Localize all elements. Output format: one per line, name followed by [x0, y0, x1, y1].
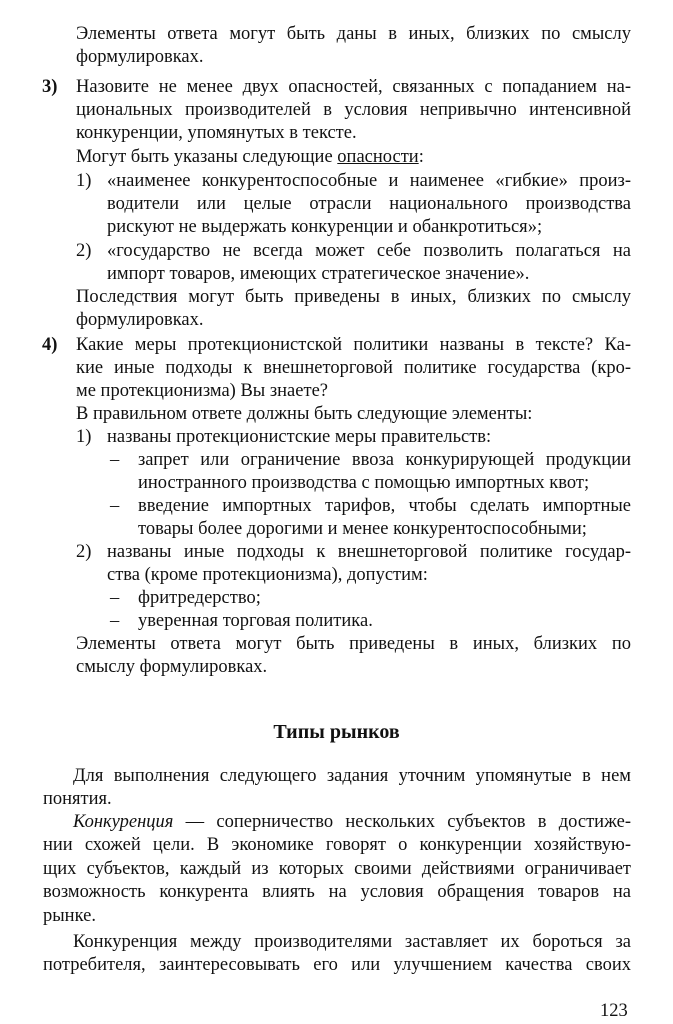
text-line: формулировках.: [76, 47, 204, 67]
definition-line: [73, 811, 631, 833]
text-line: Конкуренция между производителями заставляет их бороться за: [73, 932, 631, 952]
text-line: нии схожей цели. В экономике говорят о конкуренции хозяйствую-: [43, 835, 631, 855]
text-line: названы протекционистские меры правительств:: [107, 427, 492, 447]
text-line: введение импортных тарифов, чтобы сделать импортные: [138, 496, 631, 516]
text-line: «государство не всегда может себе позволить полагаться на: [107, 241, 631, 261]
text-line: Элементы ответа могут быть приведены в иных, близких по: [76, 634, 631, 654]
text-line: импорт товаров, имеющих стратегическое значение».: [107, 264, 530, 284]
page-number: 123: [600, 1001, 628, 1021]
text-line: Назовите не менее двух опасностей, связанных с попаданием на-: [76, 77, 631, 97]
answer-lead: [76, 146, 631, 168]
question-number: 4): [42, 335, 58, 355]
text-line: уверенная торговая политика.: [138, 611, 373, 631]
dash-bullet: –: [110, 588, 120, 608]
text-line: понятия.: [43, 789, 112, 809]
text-line: Для выполнения следующего задания уточним упомянутые в нем: [73, 766, 631, 786]
underlined-term: опасности: [337, 147, 419, 167]
dash-bullet: –: [110, 611, 120, 631]
lead-suffix: :: [418, 147, 424, 167]
text-line: рискуют не выдержать конкуренции и обанкротиться»;: [107, 217, 543, 237]
text-line: потребителя, заинтересовывать его или улучшением качества своих: [43, 955, 631, 975]
dash-bullet: –: [110, 450, 120, 470]
definition-text: — соперничество нескольких субъектов в достиже-: [173, 812, 631, 832]
answer-lead: В правильном ответе должны быть следующие элементы:: [76, 404, 533, 424]
text-line: названы иные подходы к внешнеторговой политике государ-: [107, 542, 631, 562]
text-line: формулировках.: [76, 310, 204, 330]
text-line: товары более дорогими и менее конкурентоспособными;: [138, 519, 587, 539]
text-line: возможность конкурента влиять на условия обращения товаров на: [43, 882, 631, 902]
text-line: иностранного производства с помощью импортных квот;: [138, 473, 590, 493]
text-line: конкуренции, упомянутых в тексте.: [76, 123, 357, 143]
text-line: щих субъектов, каждый из которых своими действиями ограничивает: [43, 859, 631, 879]
dash-bullet: –: [110, 496, 120, 516]
text-line: водители или целые отрасли национального производства: [107, 194, 631, 214]
item-number: 2): [76, 542, 92, 562]
defined-term: Конкуренция: [73, 812, 174, 832]
text-line: Какие меры протекционистской политики названы в тексте? Ка-: [76, 335, 631, 355]
text-line: ме протекционизма) Вы знаете?: [76, 381, 328, 401]
text-line: ства (кроме протекционизма), допустим:: [107, 565, 428, 585]
section-title: Типы рынков: [273, 721, 400, 743]
text-line: кие иные подходы к внешнеторговой политике государства (кро-: [76, 358, 631, 378]
text-line: «наименее конкурентоспособные и наименее «гибкие» произ-: [107, 171, 631, 191]
text-line: циональных производителей в условия непривычно интенсивной: [76, 100, 631, 120]
text-line: фритредерство;: [138, 588, 261, 608]
item-number: 1): [76, 427, 92, 447]
lead-text: Могут быть указаны следующие: [76, 147, 338, 167]
item-number: 1): [76, 171, 92, 191]
text-line: смыслу формулировках.: [76, 657, 268, 677]
question-number: 3): [42, 77, 58, 97]
text-line: Последствия могут быть приведены в иных, близких по смыслу: [76, 287, 631, 307]
text-line: Элементы ответа могут быть даны в иных, близких по смыслу: [76, 24, 631, 44]
text-line: рынке.: [43, 906, 96, 926]
item-number: 2): [76, 241, 92, 261]
text-line: запрет или ограничение ввоза конкурирующей продукции: [138, 450, 631, 470]
